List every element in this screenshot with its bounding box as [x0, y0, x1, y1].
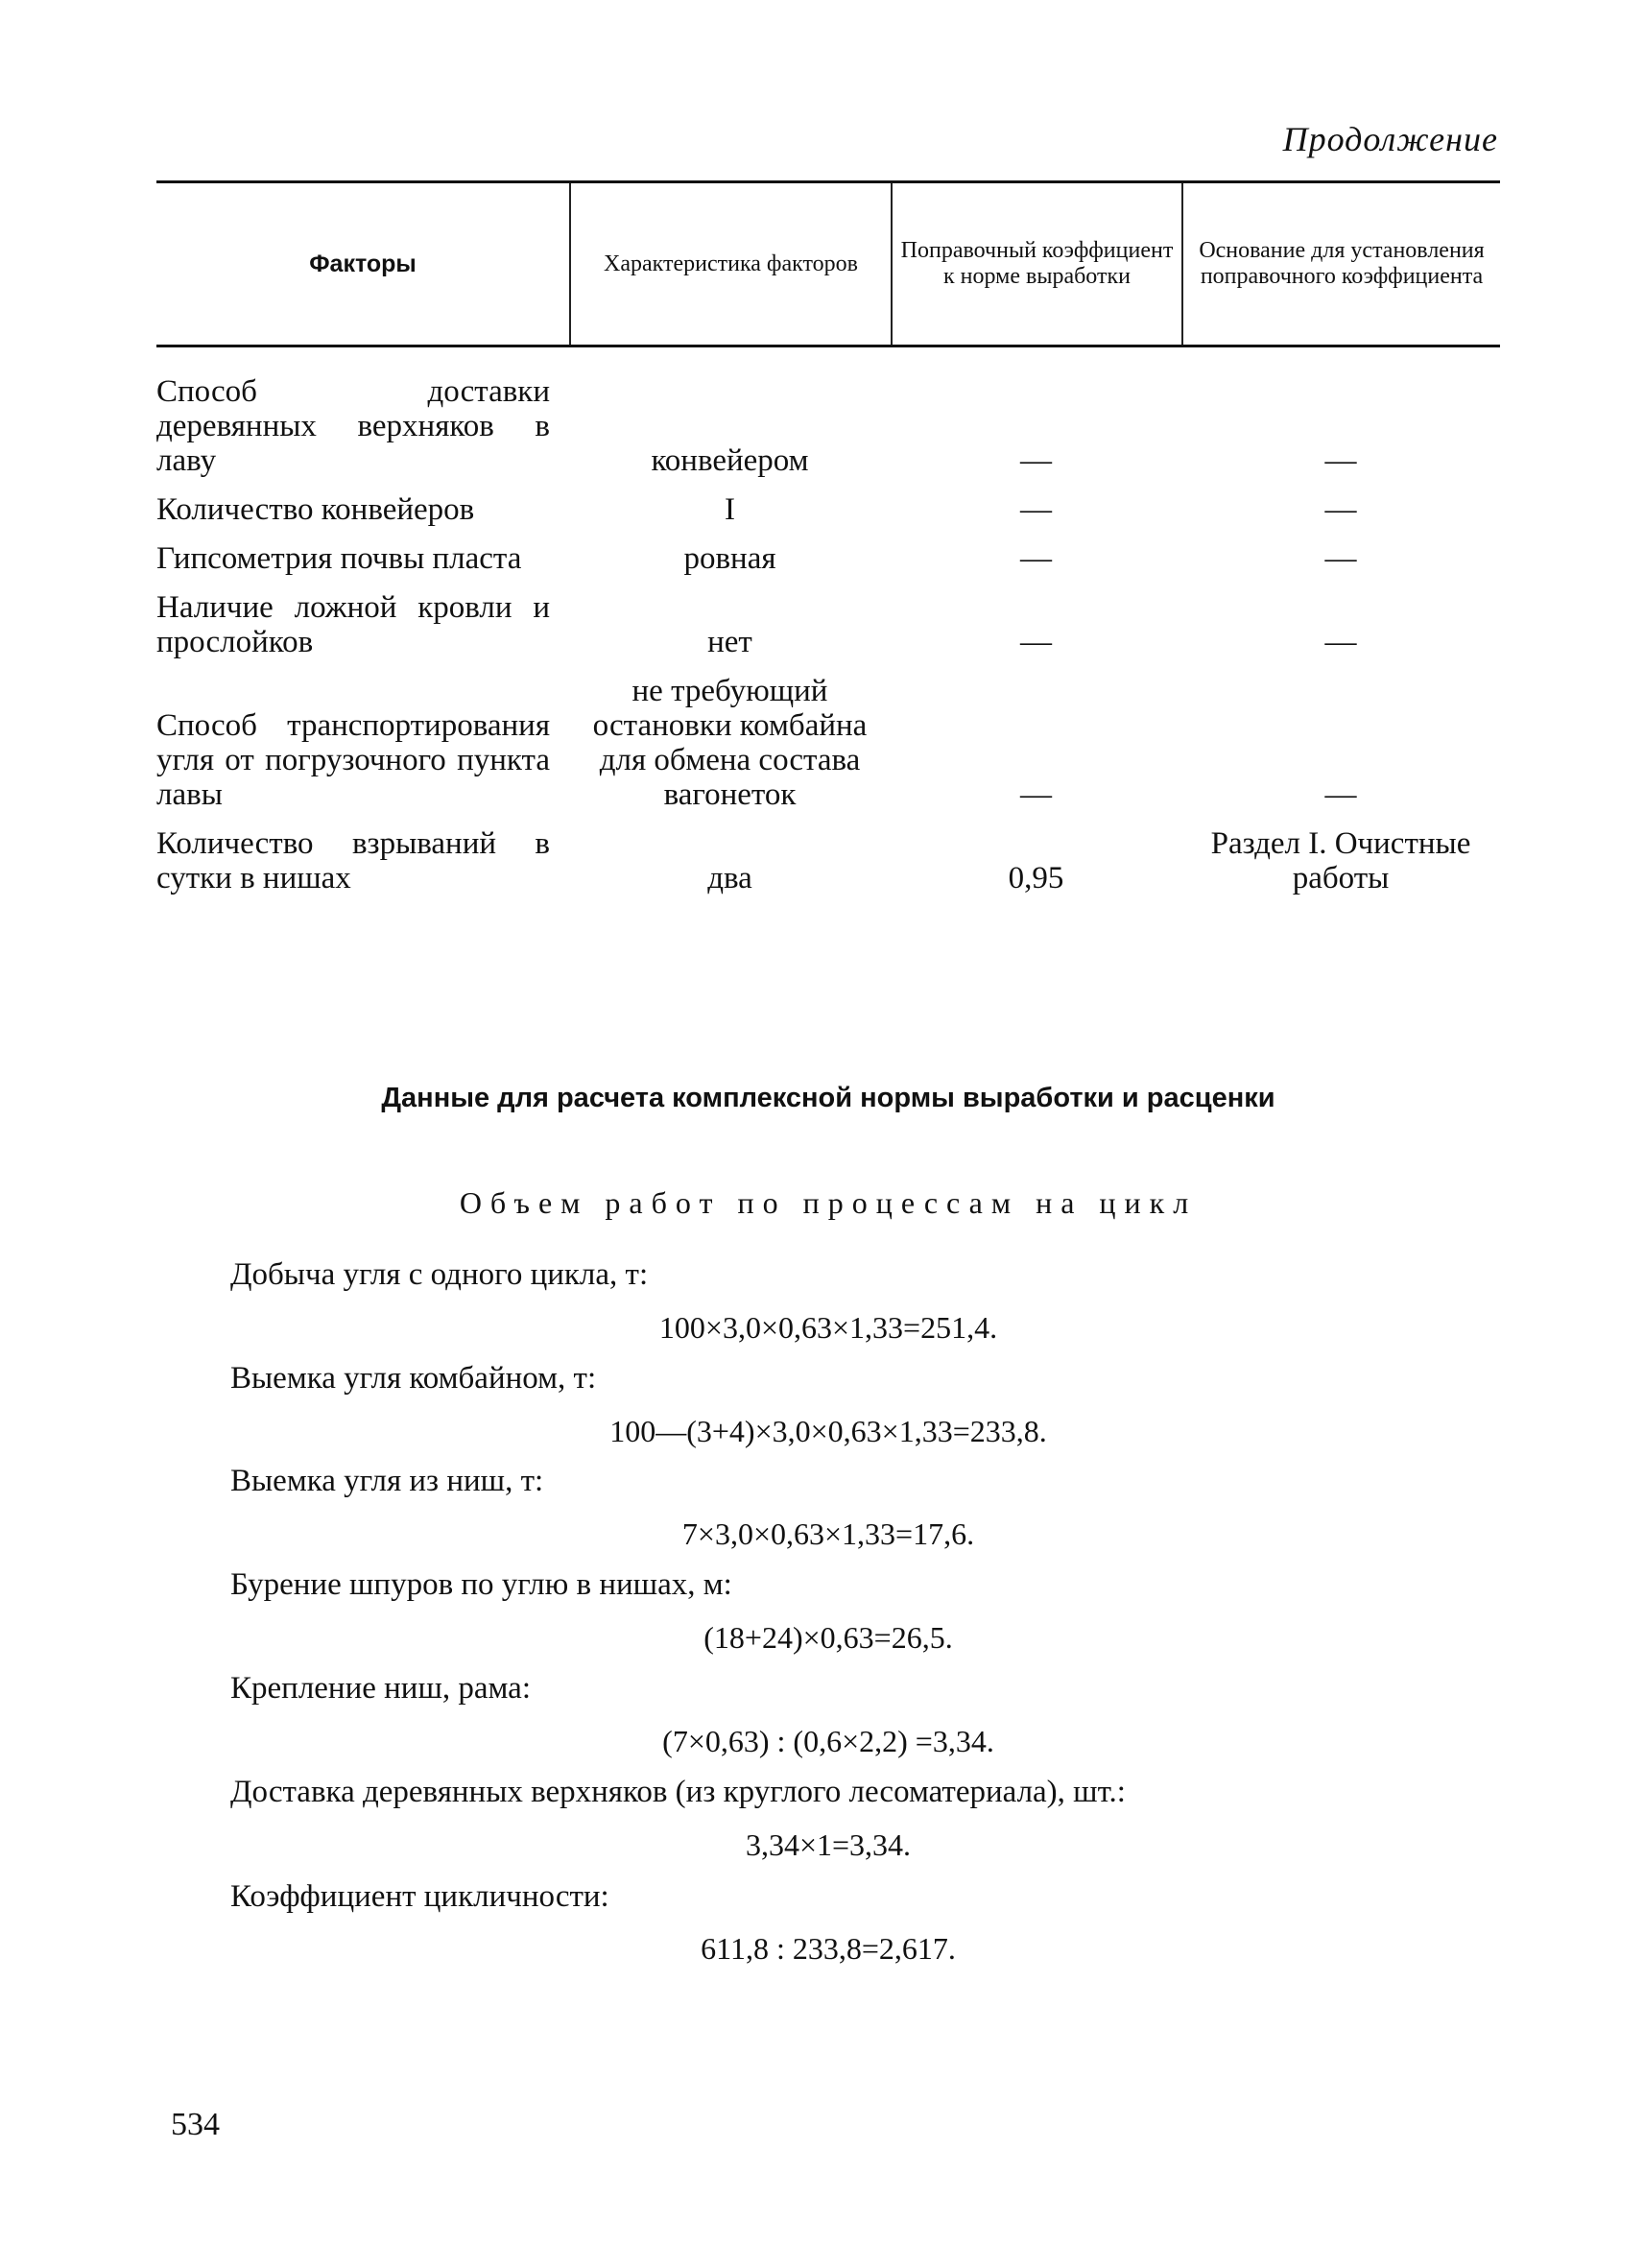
- basis-cell: —: [1324, 492, 1357, 527]
- calc-label: Доставка деревянных верхняков (из круглого лесоматериала), шт.:: [230, 1775, 1126, 1809]
- characteristic-cell: не требующий остановки комбайна для обмена состава вагонеток: [592, 674, 868, 812]
- characteristic-cell: ровная: [683, 541, 776, 576]
- factor-cell: Гипсометрия почвы пласта: [156, 541, 522, 576]
- characteristic-cell: I: [725, 492, 735, 527]
- calc-label: Крепление ниш, рама:: [230, 1671, 532, 1706]
- factor-cell: Способ доставки деревянных верхняков в лаву: [156, 374, 550, 478]
- calc-label: Коэффициент цикличности:: [230, 1879, 609, 1914]
- page-number: 534: [171, 2107, 220, 2142]
- coefficient-cell: —: [1020, 443, 1052, 478]
- calc-formula: 3,34×1=3,34.: [745, 1827, 912, 1862]
- coefficient-cell: —: [1020, 777, 1052, 812]
- basis-cell: —: [1324, 777, 1357, 812]
- factor-cell: Количество взрываний в сутки в нишах: [156, 826, 550, 895]
- factor-cell: Количество конвейеров: [156, 492, 475, 527]
- factor-cell: Наличие ложной кровли и прослойков: [156, 590, 550, 659]
- section-subtitle: Объем работ по процессам на цикл: [459, 1185, 1198, 1220]
- column-header-factors: Факторы: [309, 250, 417, 277]
- section-title: Данные для расчета комплексной нормы выработки и расценки: [381, 1083, 1275, 1113]
- calc-formula: 100×3,0×0,63×1,33=251,4.: [658, 1310, 998, 1345]
- continuation-label: Продолжение: [1282, 120, 1498, 158]
- calc-label: Добыча угля с одного цикла, т:: [230, 1257, 649, 1292]
- calc-formula: (7×0,63) : (0,6×2,2) =3,34.: [662, 1724, 994, 1758]
- table-row: [156, 590, 1500, 659]
- calc-label: Выемка угля из ниш, т:: [230, 1464, 544, 1498]
- table-row: [156, 674, 1500, 812]
- coefficient-cell: —: [1020, 492, 1052, 527]
- basis-cell: —: [1324, 443, 1357, 478]
- calc-label: Выемка угля комбайном, т:: [230, 1361, 597, 1396]
- column-header-basis: Основание для установления поправочного коэффициента: [1181, 183, 1500, 345]
- table-body: [156, 347, 1500, 895]
- coefficient-cell: —: [1020, 541, 1052, 576]
- characteristic-cell: конвейером: [651, 443, 809, 478]
- table-row: [156, 826, 1500, 895]
- calc-formula: (18+24)×0,63=26,5.: [703, 1620, 953, 1655]
- characteristic-cell: два: [707, 861, 752, 895]
- basis-cell: —: [1324, 541, 1357, 576]
- factor-cell: Способ транспортирования угля от погрузочного пункта лавы: [156, 708, 550, 812]
- coefficient-cell: —: [1020, 625, 1052, 659]
- factors-table: [156, 180, 1500, 910]
- characteristic-cell: нет: [707, 625, 752, 659]
- calc-label: Бурение шпуров по углю в нишах, м:: [230, 1567, 732, 1602]
- coefficient-cell: 0,95: [1008, 861, 1064, 895]
- calc-formula: 611,8 : 233,8=2,617.: [701, 1931, 956, 1966]
- table-header: [156, 183, 1500, 345]
- calc-formula: 7×3,0×0,63×1,33=17,6.: [681, 1516, 975, 1551]
- column-header-characteristic: Характеристика факторов: [569, 183, 891, 345]
- basis-cell: Раздел I. Очистные работы: [1210, 826, 1471, 895]
- table-row: [156, 541, 1500, 576]
- calc-formula: 100—(3+4)×3,0×0,63×1,33=233,8.: [609, 1414, 1047, 1448]
- table-row: [156, 374, 1500, 478]
- table-row: [156, 492, 1500, 527]
- basis-cell: —: [1324, 625, 1357, 659]
- column-header-coefficient: Поправочный коэффициент к норме выработки: [891, 183, 1181, 345]
